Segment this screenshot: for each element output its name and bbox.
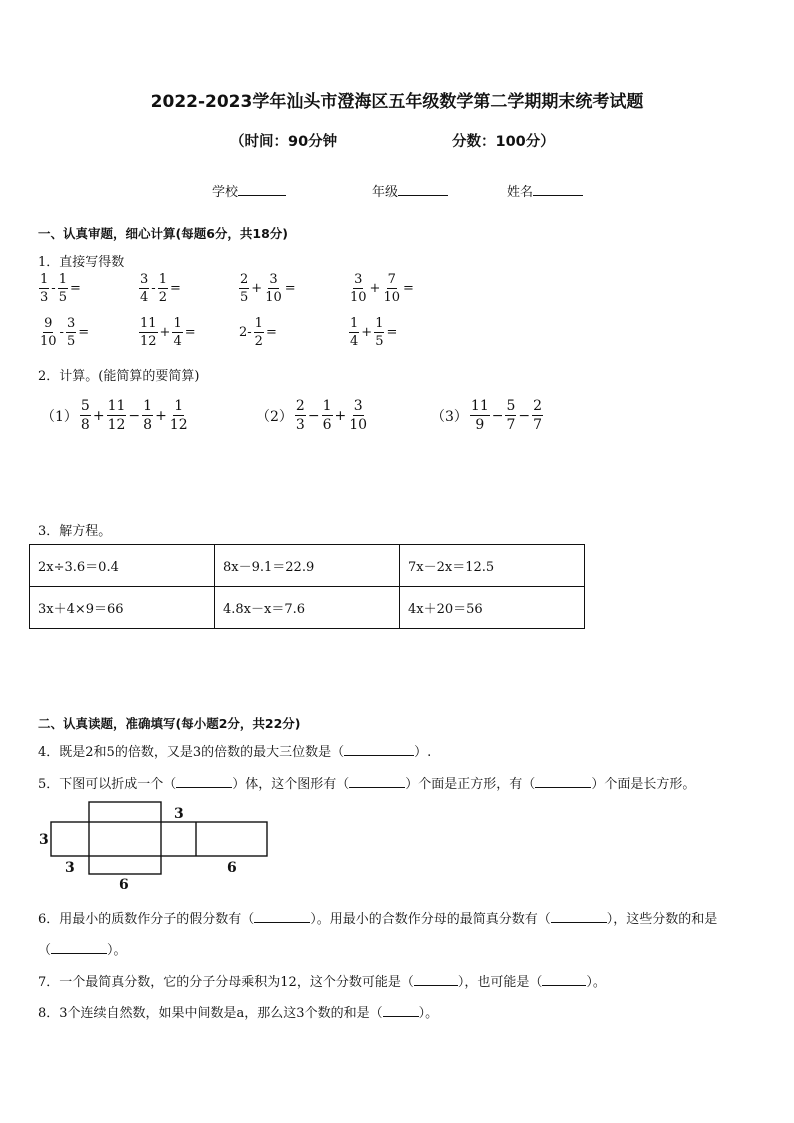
- denominator: 10: [383, 290, 400, 305]
- q6-text: 6．用最小的质数作分子的假分数有（: [38, 912, 255, 927]
- numerator: 11: [107, 398, 126, 414]
- q8-text: ）。: [418, 1006, 439, 1021]
- q7-text: ），也可能是（: [457, 975, 543, 990]
- operator: +: [361, 325, 373, 340]
- oral-calc-item: [138, 273, 182, 304]
- q6-blank-1[interactable]: [254, 911, 310, 923]
- item-number: （1）: [41, 408, 78, 425]
- oral-calc-item: [38, 273, 82, 304]
- name-blank[interactable]: [533, 184, 583, 196]
- denominator: 10: [350, 290, 367, 305]
- denominator: 5: [375, 334, 384, 349]
- fraction: [66, 317, 76, 348]
- item-number: （3）: [431, 408, 468, 425]
- score-label: 分数：100分）: [452, 134, 555, 150]
- q5-blank-2[interactable]: [349, 776, 405, 788]
- equals-sign: =: [403, 281, 414, 296]
- denominator: 4: [350, 334, 359, 349]
- denominator: 6: [322, 417, 332, 433]
- grade-blank[interactable]: [398, 184, 448, 196]
- denominator: 12: [140, 334, 157, 349]
- q4-blank[interactable]: [344, 744, 414, 756]
- q6-text: ）。: [107, 943, 127, 958]
- fraction: [348, 399, 368, 432]
- numerator: 1: [322, 398, 332, 414]
- fraction: [349, 317, 359, 348]
- q6-blank-3[interactable]: [51, 942, 107, 954]
- page-title: 2022-2023学年汕头市澄海区五年级数学第二学期期末统考试题: [150, 92, 644, 112]
- numerator: 3: [66, 316, 76, 331]
- denominator: 12: [107, 417, 126, 433]
- q5-text: ）体，这个图形有（: [232, 777, 350, 792]
- operator: -: [59, 325, 64, 340]
- operator: +: [334, 407, 347, 424]
- operator: −: [128, 407, 141, 424]
- oral-calc-item: [348, 317, 398, 348]
- fraction: [532, 399, 543, 432]
- operator: −: [518, 407, 531, 424]
- q5-text: 5．下图可以折成一个（: [38, 777, 177, 792]
- q8-blank[interactable]: [383, 1005, 419, 1017]
- equation-cell: 2x÷3.6＝0.4: [30, 545, 215, 587]
- numerator: 3: [269, 272, 278, 287]
- fraction: [80, 399, 91, 432]
- denominator: 7: [533, 417, 543, 433]
- section2-heading: 二、认真读题，准确填写(每小题2分，共22分): [38, 716, 301, 731]
- q4: [38, 741, 431, 760]
- fraction: [374, 317, 384, 348]
- numerator: 9: [44, 316, 53, 331]
- numerator: 11: [140, 316, 157, 331]
- fraction: [107, 399, 127, 432]
- numerator: 1: [350, 316, 359, 331]
- net-label-left: 3: [39, 832, 49, 848]
- net-cross: [89, 802, 161, 874]
- oral-calc-item: [238, 317, 278, 348]
- fraction: [470, 399, 490, 432]
- numerator: 1: [173, 316, 182, 331]
- denominator: 4: [173, 334, 182, 349]
- oral-calc-item: [38, 317, 90, 348]
- equation-cell: 4.8x－x＝7.6: [215, 587, 400, 629]
- fraction: [254, 317, 264, 348]
- equation-cell: 3x＋4×9＝66: [30, 587, 215, 629]
- q7-blank-1[interactable]: [414, 974, 458, 986]
- net-label-bottom: 6: [119, 877, 129, 893]
- equals-sign: =: [386, 325, 398, 340]
- fraction: [322, 399, 333, 432]
- numerator: 5: [506, 398, 516, 414]
- equals-sign: =: [169, 281, 181, 296]
- numerator: 1: [40, 272, 49, 287]
- fraction: [39, 273, 49, 304]
- net-label-bottom-left: 3: [65, 860, 75, 876]
- operator: −: [307, 407, 320, 424]
- operator: -: [51, 281, 56, 296]
- fraction: [142, 399, 153, 432]
- equation-table: [29, 544, 585, 629]
- q7: [38, 971, 606, 990]
- q8-text: 8．3个连续自然数，如果中间数是a，那么这3个数的和是（: [38, 1006, 383, 1021]
- time-label: （时间：90分钟: [230, 134, 338, 150]
- calc-item: [40, 399, 190, 432]
- q6-cont: [38, 939, 127, 958]
- numerator: 1: [375, 316, 384, 331]
- denominator: 3: [295, 417, 305, 433]
- q6-text: ）。用最小的合数作分母的最简真分数有（: [310, 912, 551, 927]
- q5: [38, 773, 695, 792]
- q6-blank-2[interactable]: [551, 911, 607, 923]
- numerator: 3: [353, 398, 363, 414]
- q2-label: 2．计算。(能简算的要简算): [38, 369, 200, 384]
- operator: +: [155, 407, 167, 424]
- oral-calc-item: [238, 273, 297, 304]
- section1-heading: 一、认真审题，细心计算(每题6分，共18分): [38, 226, 289, 241]
- numerator: 5: [80, 398, 90, 414]
- equals-sign: =: [284, 281, 296, 296]
- fraction: [382, 273, 401, 304]
- expr-prefix: 2-: [239, 325, 252, 340]
- school-blank[interactable]: [238, 184, 286, 196]
- q5-text: ）个面是长方形。: [591, 777, 696, 792]
- denominator: 2: [254, 334, 263, 349]
- table-row: [30, 545, 585, 587]
- q6-text: ），这些分数的和是: [606, 912, 718, 927]
- operator: -: [151, 281, 156, 296]
- denominator: 8: [80, 417, 90, 433]
- q5-blank-1[interactable]: [176, 776, 232, 788]
- q6: [38, 908, 717, 927]
- calc-item: [255, 399, 369, 432]
- q7-text: ）。: [586, 975, 606, 990]
- fraction: [264, 273, 283, 304]
- net-label-right: 6: [227, 860, 237, 876]
- operator: +: [251, 281, 263, 296]
- denominator: 4: [140, 290, 149, 305]
- numerator: 2: [533, 398, 543, 414]
- table-row: [30, 587, 585, 629]
- school-label: 学校: [212, 185, 239, 200]
- numerator: 3: [354, 272, 363, 287]
- denominator: 5: [240, 290, 249, 305]
- denominator: 5: [66, 334, 76, 349]
- fraction: [169, 399, 189, 432]
- net-strip: [51, 822, 267, 856]
- denominator: 9: [475, 417, 485, 433]
- fraction: [172, 317, 182, 348]
- q4-text-end: ）.: [414, 745, 432, 760]
- fraction: [139, 273, 149, 304]
- equation-cell: 7x－2x＝12.5: [400, 545, 585, 587]
- denominator: 10: [40, 334, 57, 349]
- numerator: 1: [58, 272, 67, 287]
- fraction: [39, 317, 58, 348]
- equals-sign: =: [184, 325, 196, 340]
- denominator: 10: [265, 290, 282, 305]
- fraction: [239, 273, 249, 304]
- grade-label: 年级: [372, 185, 399, 200]
- cuboid-net-diagram: [30, 798, 280, 896]
- equation-cell: 4x＋20＝56: [400, 587, 585, 629]
- calc-item: [430, 399, 544, 432]
- q7-blank-2[interactable]: [542, 974, 586, 986]
- denominator: 2: [158, 290, 167, 305]
- denominator: 5: [58, 290, 67, 305]
- q5-text: ）个面是正方形，有（: [405, 777, 536, 792]
- fraction: [139, 317, 158, 348]
- q5-blank-3[interactable]: [535, 776, 591, 788]
- numerator: 1: [158, 272, 167, 287]
- numerator: 11: [470, 398, 489, 414]
- operator: +: [369, 281, 381, 296]
- oral-calc-item: [138, 317, 197, 348]
- q8: [38, 1002, 438, 1021]
- fraction: [349, 273, 368, 304]
- q6-text: （: [38, 943, 52, 958]
- operator: +: [92, 407, 105, 424]
- numerator: 1: [143, 398, 153, 414]
- item-number: （2）: [256, 408, 293, 425]
- numerator: 1: [174, 398, 184, 414]
- denominator: 12: [169, 417, 188, 433]
- fraction: [295, 399, 306, 432]
- numerator: 2: [240, 272, 249, 287]
- q7-text: 7．一个最简真分数，它的分子分母乘积为12，这个分数可能是（: [38, 975, 414, 990]
- q4-text: 4．既是2和5的倍数，又是3的倍数的最大三位数是（: [38, 745, 345, 760]
- net-label-top: 3: [174, 806, 184, 822]
- equation-cell: 8x－9.1＝22.9: [215, 545, 400, 587]
- fraction: [58, 273, 68, 304]
- denominator: 8: [143, 417, 153, 433]
- operator: −: [491, 407, 504, 424]
- denominator: 7: [506, 417, 516, 433]
- numerator: 1: [254, 316, 263, 331]
- equals-sign: =: [69, 281, 81, 296]
- equals-sign: =: [78, 325, 90, 340]
- numerator: 3: [140, 272, 149, 287]
- fraction: [505, 399, 516, 432]
- equals-sign: =: [265, 325, 277, 340]
- denominator: 10: [349, 417, 368, 433]
- fraction: [158, 273, 168, 304]
- numerator: 2: [295, 398, 305, 414]
- q3-label: 3．解方程。: [38, 524, 112, 539]
- q1-label: 1．直接写得数: [38, 255, 125, 270]
- name-label: 姓名: [507, 185, 534, 200]
- denominator: 3: [40, 290, 49, 305]
- numerator: 7: [387, 272, 396, 287]
- operator: +: [159, 325, 171, 340]
- info-fields: [0, 181, 794, 201]
- oral-calc-item: [348, 273, 415, 304]
